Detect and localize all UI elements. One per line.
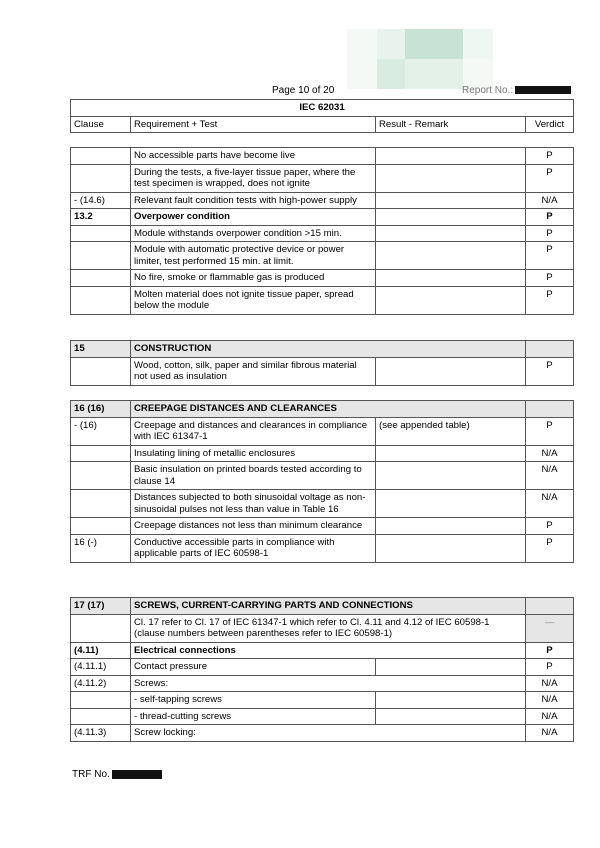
table-row bbox=[71, 642, 574, 659]
requirement-cell: Module withstands overpower condition >15 min. bbox=[131, 225, 376, 242]
clause-cell bbox=[71, 692, 131, 709]
clause-cell bbox=[71, 357, 131, 385]
table-row bbox=[71, 417, 574, 445]
redaction-bar bbox=[515, 86, 571, 94]
result-cell bbox=[376, 270, 526, 287]
report-number bbox=[462, 85, 571, 96]
clause-cell bbox=[71, 490, 131, 518]
clause-cell bbox=[71, 164, 131, 192]
clause-cell bbox=[71, 614, 131, 642]
requirement-cell: Creepage and distances and clearances in compliance with IEC 61347-1 bbox=[131, 417, 376, 445]
verdict-cell bbox=[526, 341, 574, 358]
verdict-cell bbox=[526, 401, 574, 418]
verdict-cell: P bbox=[526, 270, 574, 287]
requirement-cell: Module with automatic protective device or power limiter, test performed 15 min. at limit. bbox=[131, 242, 376, 270]
col-requirement: Requirement + Test bbox=[131, 116, 376, 133]
table-row bbox=[71, 357, 574, 385]
clause-cell bbox=[71, 445, 131, 462]
requirement-cell: Distances subjected to both sinusoidal voltage as non-sinusoidal pulses not less than value in Table 16 bbox=[131, 490, 376, 518]
clause-cell bbox=[71, 462, 131, 490]
clause-cell bbox=[71, 242, 131, 270]
clause-cell: 17 (17) bbox=[71, 598, 131, 615]
requirement-cell: Molten material does not ignite tissue paper, spread below the module bbox=[131, 286, 376, 314]
result-cell bbox=[376, 357, 526, 385]
trf-label: TRF No. bbox=[72, 769, 110, 780]
clause-cell: 13.2 bbox=[71, 209, 131, 226]
requirement-cell: - thread-cutting screws bbox=[131, 708, 376, 725]
table-row bbox=[71, 534, 574, 562]
requirement-cell: Insulating lining of metallic enclosures bbox=[131, 445, 376, 462]
clause-cell: 15 bbox=[71, 341, 131, 358]
section-heading-row bbox=[71, 401, 574, 418]
table-row bbox=[71, 148, 574, 165]
col-verdict: Verdict bbox=[526, 116, 574, 133]
col-result: Result - Remark bbox=[376, 116, 526, 133]
verdict-cell bbox=[526, 598, 574, 615]
requirement-cell: - self-tapping screws bbox=[131, 692, 376, 709]
table-row bbox=[71, 225, 574, 242]
clause-cell bbox=[71, 225, 131, 242]
clause-cell: (4.11.3) bbox=[71, 725, 131, 742]
result-cell bbox=[376, 462, 526, 490]
verdict-cell: P bbox=[526, 286, 574, 314]
table-row bbox=[71, 462, 574, 490]
requirement-cell: Basic insulation on printed boards tested according to clause 14 bbox=[131, 462, 376, 490]
clause-cell bbox=[71, 270, 131, 287]
table-row bbox=[71, 270, 574, 287]
requirement-cell: No fire, smoke or flammable gas is produced bbox=[131, 270, 376, 287]
requirement-cell: Screw locking: bbox=[131, 725, 526, 742]
section-heading-row bbox=[71, 341, 574, 358]
verdict-cell: P bbox=[526, 659, 574, 676]
requirement-cell: During the tests, a five-layer tissue paper, where the test specimen is wrapped, does not ignite bbox=[131, 164, 376, 192]
verdict-cell: P bbox=[526, 148, 574, 165]
result-cell bbox=[376, 708, 526, 725]
verdict-cell: N/A bbox=[526, 445, 574, 462]
table-row bbox=[71, 209, 574, 226]
verdict-cell: P bbox=[526, 242, 574, 270]
verdict-cell: N/A bbox=[526, 462, 574, 490]
table-row bbox=[71, 518, 574, 535]
verdict-cell: N/A bbox=[526, 692, 574, 709]
requirement-cell: CREEPAGE DISTANCES AND CLEARANCES bbox=[131, 401, 526, 418]
verdict-cell: P bbox=[526, 225, 574, 242]
clause-cell: - (14.6) bbox=[71, 192, 131, 209]
table-section-17 bbox=[70, 597, 574, 742]
col-clause: Clause bbox=[71, 116, 131, 133]
verdict-cell: P bbox=[526, 209, 574, 226]
verdict-cell: P bbox=[526, 357, 574, 385]
verdict-cell: N/A bbox=[526, 725, 574, 742]
clause-cell: (4.11.2) bbox=[71, 675, 131, 692]
result-cell bbox=[376, 164, 526, 192]
result-cell bbox=[376, 518, 526, 535]
verdict-cell: N/A bbox=[526, 490, 574, 518]
clause-cell: 16 (16) bbox=[71, 401, 131, 418]
requirement-cell: Creepage distances not less than minimum clearance bbox=[131, 518, 376, 535]
result-cell: (see appended table) bbox=[376, 417, 526, 445]
result-cell bbox=[376, 225, 526, 242]
table-section-13 bbox=[70, 147, 574, 315]
table-row bbox=[71, 692, 574, 709]
verdict-cell: P bbox=[526, 518, 574, 535]
requirement-cell: Contact pressure bbox=[131, 659, 376, 676]
trf-number bbox=[72, 769, 162, 780]
clause-cell: - (16) bbox=[71, 417, 131, 445]
table-row bbox=[71, 708, 574, 725]
section-heading: SCREWS, CURRENT-CARRYING PARTS AND CONNECTIONS bbox=[131, 598, 526, 615]
result-cell bbox=[376, 148, 526, 165]
requirement-cell: No accessible parts have become live bbox=[131, 148, 376, 165]
verdict-cell: N/A bbox=[526, 675, 574, 692]
requirement-cell: CONSTRUCTION bbox=[131, 341, 526, 358]
result-cell bbox=[376, 242, 526, 270]
table-row bbox=[71, 725, 574, 742]
verdict-cell: P bbox=[526, 534, 574, 562]
table-row bbox=[71, 490, 574, 518]
result-cell bbox=[376, 534, 526, 562]
requirement-cell: Electrical connections bbox=[131, 642, 526, 659]
verdict-cell: N/A bbox=[526, 708, 574, 725]
verdict-cell: — bbox=[526, 614, 574, 642]
clause-cell bbox=[71, 708, 131, 725]
requirement-cell: Relevant fault condition tests with high-power supply bbox=[131, 192, 376, 209]
result-cell bbox=[376, 209, 526, 226]
table-row bbox=[71, 164, 574, 192]
table-section-15 bbox=[70, 340, 574, 386]
result-cell bbox=[376, 445, 526, 462]
table-row bbox=[71, 445, 574, 462]
requirement-cell: Screws: bbox=[131, 675, 526, 692]
clause-cell bbox=[71, 286, 131, 314]
result-cell bbox=[376, 192, 526, 209]
verdict-cell: P bbox=[526, 164, 574, 192]
table-row bbox=[71, 286, 574, 314]
requirement-cell: Conductive accessible parts in compliance with applicable parts of IEC 60598-1 bbox=[131, 534, 376, 562]
redaction-bar bbox=[112, 770, 162, 779]
table-title: IEC 62031 bbox=[71, 100, 574, 117]
report-label: Report No.: bbox=[462, 85, 514, 96]
page-number: Page 10 of 20 bbox=[272, 85, 335, 96]
result-cell bbox=[376, 659, 526, 676]
table-row bbox=[71, 675, 574, 692]
table-row bbox=[71, 242, 574, 270]
requirement-cell: Wood, cotton, silk, paper and similar fibrous material not used as insulation bbox=[131, 357, 376, 385]
verdict-cell: P bbox=[526, 417, 574, 445]
clause-cell bbox=[71, 518, 131, 535]
clause-cell: 16 (-) bbox=[71, 534, 131, 562]
table-section-16 bbox=[70, 400, 574, 563]
verdict-cell: P bbox=[526, 642, 574, 659]
clause-cell: (4.11.1) bbox=[71, 659, 131, 676]
table-row bbox=[71, 192, 574, 209]
clause-cell bbox=[71, 148, 131, 165]
logo-watermark bbox=[347, 29, 493, 89]
section-note: Cl. 17 refer to Cl. 17 of IEC 61347-1 which refer to Cl. 4.11 and 4.12 of IEC 60598-1 (clause numbers between parentheses refer to IEC 60598-1) bbox=[131, 614, 526, 642]
requirement-cell: Overpower condition bbox=[131, 209, 376, 226]
result-cell bbox=[376, 490, 526, 518]
clause-cell: (4.11) bbox=[71, 642, 131, 659]
result-cell bbox=[376, 692, 526, 709]
verdict-cell: N/A bbox=[526, 192, 574, 209]
table-row bbox=[71, 659, 574, 676]
result-cell bbox=[376, 286, 526, 314]
table-header bbox=[70, 99, 574, 133]
